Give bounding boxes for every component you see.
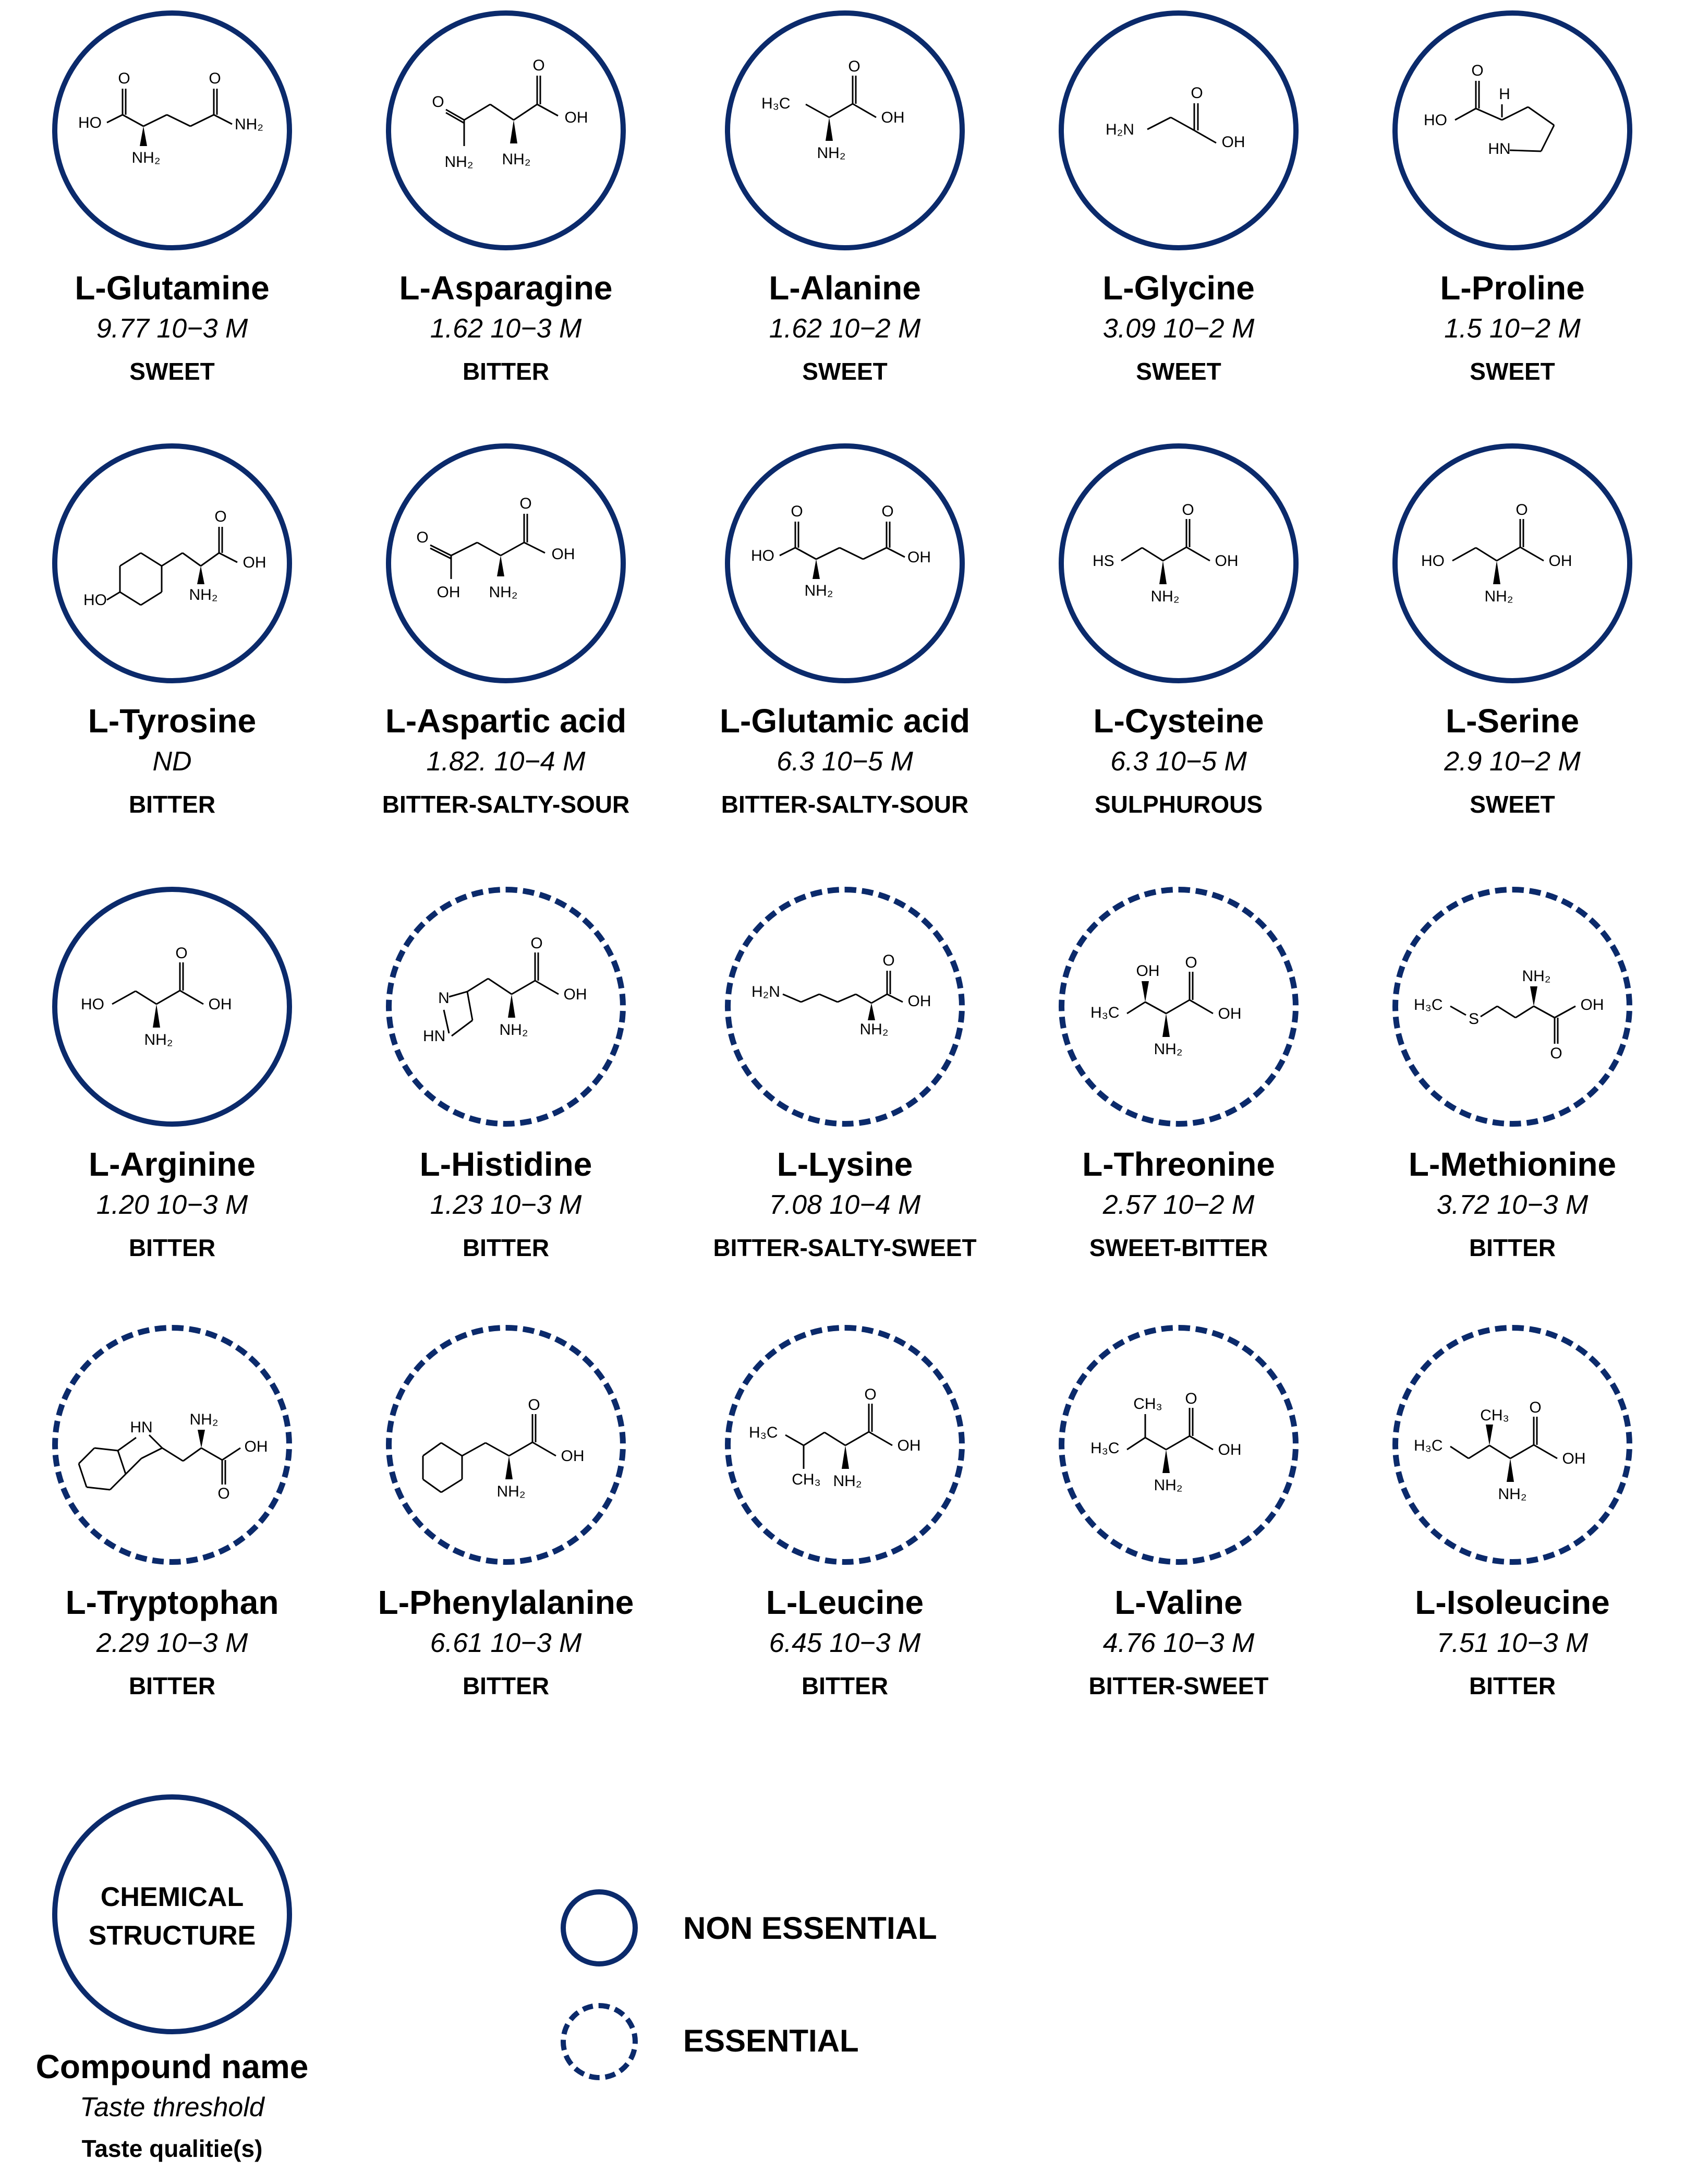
non-essential-structure-circle xyxy=(1059,443,1299,683)
chemical-structure xyxy=(1064,1331,1294,1560)
chemical-structure xyxy=(731,1331,960,1560)
compound-name: L-Glutamine xyxy=(75,269,270,307)
svg-text:S: S xyxy=(1468,1010,1480,1028)
svg-text:OH: OH xyxy=(1218,1441,1242,1458)
chemical-structure xyxy=(391,449,621,678)
taste-threshold: 3.72 10−3 M xyxy=(1436,1190,1589,1220)
taste-threshold: 1.23 10−3 M xyxy=(430,1190,582,1220)
svg-text:OH: OH xyxy=(1221,134,1245,151)
svg-text:NH₂: NH₂ xyxy=(489,584,518,601)
svg-text:OH: OH xyxy=(563,986,587,1003)
svg-text:H: H xyxy=(1499,86,1510,103)
chemical-structure xyxy=(731,892,960,1122)
essential-legend-swatch xyxy=(561,2003,638,2080)
compound-name: L-Arginine xyxy=(89,1145,256,1183)
essential-structure-circle xyxy=(386,1325,626,1565)
compound-name: L-Proline xyxy=(1440,269,1585,307)
compound-name: L-Threonine xyxy=(1082,1145,1275,1183)
svg-text:O: O xyxy=(1191,85,1203,102)
chemical-structure xyxy=(391,16,621,245)
compound-name: L-Leucine xyxy=(766,1584,924,1621)
svg-text:HO: HO xyxy=(83,592,107,609)
svg-text:NH₂: NH₂ xyxy=(496,1483,526,1500)
taste-quality: BITTER xyxy=(128,1672,216,1699)
taste-quality: SWEET-BITTER xyxy=(1089,1234,1268,1261)
chemical-structure xyxy=(58,1331,287,1560)
svg-text:OH: OH xyxy=(243,554,266,571)
taste-quality: BITTER-SALTY-SOUR xyxy=(382,791,630,818)
taste-threshold: 1.20 10−3 M xyxy=(96,1190,248,1220)
amino-acid-card xyxy=(1340,443,1684,861)
amino-acid-card xyxy=(0,1325,344,1742)
svg-text:OH: OH xyxy=(551,546,575,563)
non-essential-structure-circle xyxy=(52,887,292,1127)
essential-structure-circle xyxy=(1392,887,1632,1127)
example-structure-label xyxy=(57,1878,287,1955)
non-essential-structure-circle xyxy=(725,10,965,250)
essential-structure-circle xyxy=(1392,1325,1632,1565)
compound-name: L-Histidine xyxy=(419,1145,592,1183)
taste-threshold: 2.9 10−2 M xyxy=(1444,746,1581,777)
svg-text:HN: HN xyxy=(130,1419,153,1436)
svg-text:NH₂: NH₂ xyxy=(131,149,161,166)
svg-text:HO: HO xyxy=(78,114,102,131)
taste-quality: SWEET xyxy=(1470,791,1555,818)
svg-text:O: O xyxy=(416,529,429,546)
taste-quality: BITTER xyxy=(462,1234,550,1261)
amino-acid-card xyxy=(0,10,344,428)
svg-text:CH₃: CH₃ xyxy=(792,1471,821,1488)
svg-text:OH: OH xyxy=(1548,552,1572,570)
taste-quality: SWEET xyxy=(1470,358,1555,385)
example-structure-line2: STRUCTURE xyxy=(88,1921,256,1951)
svg-text:H₂N: H₂N xyxy=(751,983,780,1000)
svg-text:O: O xyxy=(217,1485,230,1502)
essential-structure-circle xyxy=(725,1325,965,1565)
amino-acid-card xyxy=(334,887,678,1304)
amino-acid-card xyxy=(1007,10,1351,428)
taste-quality: BITTER xyxy=(128,1234,216,1261)
compound-name: L-Glycine xyxy=(1102,269,1255,307)
svg-text:NH₂: NH₂ xyxy=(859,1021,889,1038)
svg-text:NH₂: NH₂ xyxy=(235,116,263,133)
chemical-structure xyxy=(1398,892,1628,1122)
svg-text:HO: HO xyxy=(1424,112,1447,129)
chemical-structure xyxy=(392,892,621,1122)
svg-text:H₃C: H₃C xyxy=(1414,996,1443,1013)
svg-text:HO: HO xyxy=(81,996,104,1013)
compound-name: L-Cysteine xyxy=(1093,702,1264,740)
svg-text:O: O xyxy=(1550,1045,1562,1062)
example-taste-quality: Taste qualitie(s) xyxy=(81,2135,263,2162)
taste-quality: SULPHUROUS xyxy=(1094,791,1263,818)
svg-text:O: O xyxy=(432,93,444,111)
non-essential-structure-circle xyxy=(725,443,965,683)
taste-quality: BITTER xyxy=(1469,1672,1556,1699)
svg-text:NH₂: NH₂ xyxy=(1150,588,1180,605)
taste-quality: BITTER-SWEET xyxy=(1088,1672,1269,1699)
compound-name: L-Lysine xyxy=(777,1145,913,1183)
amino-acid-card xyxy=(1007,1325,1351,1742)
svg-text:NH₂: NH₂ xyxy=(499,1021,528,1039)
svg-text:HO: HO xyxy=(751,547,774,564)
non-essential-structure-circle xyxy=(1392,443,1632,683)
svg-text:H₂N: H₂N xyxy=(1106,121,1134,138)
compound-name: L-Isoleucine xyxy=(1415,1584,1610,1621)
svg-text:OH: OH xyxy=(561,1447,585,1465)
taste-quality: BITTER xyxy=(128,791,216,818)
svg-text:O: O xyxy=(214,508,227,525)
example-compound-name: Compound name xyxy=(35,2048,309,2085)
taste-threshold: 7.51 10−3 M xyxy=(1436,1628,1589,1658)
svg-text:NH₂: NH₂ xyxy=(1154,1041,1183,1058)
essential-structure-circle xyxy=(1059,887,1299,1127)
svg-text:OH: OH xyxy=(244,1438,268,1455)
chemical-structure xyxy=(1398,1331,1628,1560)
svg-text:O: O xyxy=(1185,954,1197,971)
amino-acid-card xyxy=(1340,1325,1684,1742)
taste-threshold: ND xyxy=(152,746,192,777)
essential-structure-circle xyxy=(52,1325,292,1565)
chemical-structure xyxy=(1398,449,1627,678)
svg-text:O: O xyxy=(791,503,803,520)
compound-name: L-Serine xyxy=(1445,702,1580,740)
compound-name: L-Methionine xyxy=(1408,1145,1617,1183)
non-essential-structure-circle xyxy=(386,10,626,250)
amino-acid-card xyxy=(673,10,1017,428)
chemical-structure xyxy=(57,892,287,1121)
svg-text:O: O xyxy=(881,503,894,520)
chemical-structure xyxy=(57,449,287,678)
svg-text:OH: OH xyxy=(437,584,460,601)
compound-name: L-Asparagine xyxy=(399,269,613,307)
svg-text:O: O xyxy=(532,57,545,74)
amino-acid-card xyxy=(0,887,344,1304)
svg-text:O: O xyxy=(1471,62,1484,79)
example-taste-threshold: Taste threshold xyxy=(80,2092,264,2122)
svg-text:OH: OH xyxy=(1562,1450,1586,1467)
amino-acid-card xyxy=(0,443,344,861)
chemical-structure xyxy=(730,16,960,245)
chemical-structure xyxy=(392,1331,621,1560)
svg-text:O: O xyxy=(209,70,221,87)
svg-text:NH₂: NH₂ xyxy=(817,144,846,162)
non-essential-structure-circle xyxy=(1392,10,1632,250)
chemical-structure xyxy=(1064,16,1293,245)
taste-threshold: 2.57 10−2 M xyxy=(1102,1190,1255,1220)
amino-acid-card xyxy=(1007,887,1351,1304)
example-structure-line1: CHEMICAL xyxy=(100,1882,244,1912)
taste-threshold: 1.5 10−2 M xyxy=(1444,313,1581,344)
svg-text:HS: HS xyxy=(1093,552,1114,570)
compound-name: L-Phenylalanine xyxy=(378,1584,634,1621)
svg-text:O: O xyxy=(1529,1399,1542,1416)
svg-text:O: O xyxy=(175,945,188,962)
taste-quality: SWEET xyxy=(1136,358,1221,385)
compound-name: L-Tryptophan xyxy=(65,1584,279,1621)
chemical-structure xyxy=(57,16,287,245)
svg-text:O: O xyxy=(528,1396,540,1414)
svg-text:O: O xyxy=(882,952,895,969)
chemical-structure xyxy=(1064,892,1294,1122)
non-essential-legend-label: NON ESSENTIAL xyxy=(683,1911,937,1946)
svg-text:O: O xyxy=(864,1386,877,1403)
svg-text:HN: HN xyxy=(423,1028,446,1045)
svg-text:NH₂: NH₂ xyxy=(444,153,474,171)
amino-acid-card xyxy=(1340,887,1684,1304)
non-essential-structure-circle xyxy=(1059,10,1299,250)
non-essential-legend-swatch xyxy=(561,1889,638,1966)
svg-text:NH₂: NH₂ xyxy=(1154,1477,1183,1494)
taste-threshold: 1.82. 10−4 M xyxy=(426,746,586,777)
taste-threshold: 6.3 10−5 M xyxy=(1110,746,1247,777)
amino-acid-card xyxy=(334,443,678,861)
svg-text:CH₃: CH₃ xyxy=(1133,1395,1162,1413)
svg-text:H₃C: H₃C xyxy=(1090,1004,1120,1021)
svg-text:NH₂: NH₂ xyxy=(833,1473,862,1490)
svg-text:OH: OH xyxy=(881,109,905,126)
taste-threshold: 6.61 10−3 M xyxy=(430,1628,582,1658)
svg-text:O: O xyxy=(1185,1390,1197,1407)
svg-text:NH₂: NH₂ xyxy=(804,582,833,599)
svg-text:HO: HO xyxy=(1421,552,1445,570)
example-structure-circle xyxy=(52,1794,292,2034)
legend xyxy=(0,1773,1685,2184)
taste-quality: SWEET xyxy=(129,358,215,385)
taste-threshold: 3.09 10−2 M xyxy=(1102,313,1255,344)
non-essential-structure-circle xyxy=(52,443,292,683)
svg-text:OH: OH xyxy=(907,549,931,566)
taste-threshold: 7.08 10−4 M xyxy=(769,1190,921,1220)
taste-threshold: 2.29 10−3 M xyxy=(96,1628,248,1658)
svg-text:O: O xyxy=(530,935,543,952)
svg-text:H₃C: H₃C xyxy=(749,1424,778,1441)
svg-text:HN: HN xyxy=(1488,140,1511,158)
svg-text:NH₂: NH₂ xyxy=(189,586,218,604)
compound-name: L-Tyrosine xyxy=(88,702,257,740)
taste-threshold: 4.76 10−3 M xyxy=(1102,1628,1255,1658)
svg-text:O: O xyxy=(1516,501,1528,518)
essential-legend-label: ESSENTIAL xyxy=(683,2023,859,2058)
essential-structure-circle xyxy=(725,887,965,1127)
chemical-structure xyxy=(1064,449,1293,678)
svg-text:NH₂: NH₂ xyxy=(1522,968,1551,985)
non-essential-structure-circle xyxy=(386,443,626,683)
amino-acid-card xyxy=(673,887,1017,1304)
svg-text:OH: OH xyxy=(1136,962,1160,980)
svg-text:NH₂: NH₂ xyxy=(189,1411,219,1428)
non-essential-structure-circle xyxy=(52,10,292,250)
taste-quality: BITTER-SALTY-SWEET xyxy=(713,1234,977,1261)
amino-acid-card xyxy=(1340,10,1684,428)
svg-text:O: O xyxy=(519,495,532,512)
svg-text:OH: OH xyxy=(1215,552,1239,570)
taste-quality: BITTER xyxy=(801,1672,889,1699)
taste-quality: BITTER xyxy=(462,358,550,385)
svg-text:OH: OH xyxy=(907,993,931,1010)
svg-text:O: O xyxy=(848,58,860,75)
chemical-structure xyxy=(1398,16,1627,245)
svg-text:OH: OH xyxy=(897,1437,921,1454)
taste-threshold: 9.77 10−3 M xyxy=(96,313,248,344)
svg-text:OH: OH xyxy=(1218,1005,1242,1022)
svg-text:H₃C: H₃C xyxy=(1090,1440,1120,1457)
amino-acid-card xyxy=(1007,443,1351,861)
compound-name: L-Alanine xyxy=(769,269,921,307)
svg-text:N: N xyxy=(438,990,450,1007)
compound-name: L-Aspartic acid xyxy=(385,702,627,740)
taste-quality: BITTER xyxy=(1469,1234,1556,1261)
taste-threshold: 6.45 10−3 M xyxy=(769,1628,921,1658)
essential-structure-circle xyxy=(1059,1325,1299,1565)
taste-quality: BITTER-SALTY-SOUR xyxy=(721,791,969,818)
compound-name: L-Glutamic acid xyxy=(719,702,971,740)
taste-quality: SWEET xyxy=(802,358,888,385)
svg-text:NH₂: NH₂ xyxy=(1484,588,1513,605)
svg-text:CH₃: CH₃ xyxy=(1480,1407,1509,1424)
svg-text:H₃C: H₃C xyxy=(761,95,791,112)
amino-acid-card xyxy=(673,443,1017,861)
svg-text:NH₂: NH₂ xyxy=(1498,1486,1527,1503)
taste-threshold: 6.3 10−5 M xyxy=(777,746,913,777)
svg-text:OH: OH xyxy=(208,996,232,1013)
svg-text:O: O xyxy=(118,70,130,87)
amino-acid-card xyxy=(334,10,678,428)
svg-text:NH₂: NH₂ xyxy=(144,1031,173,1048)
svg-text:OH: OH xyxy=(1580,996,1604,1013)
compound-name: L-Valine xyxy=(1114,1584,1243,1621)
amino-acid-card xyxy=(673,1325,1017,1742)
svg-text:OH: OH xyxy=(564,109,588,126)
chemical-structure xyxy=(730,449,960,678)
taste-quality: BITTER xyxy=(462,1672,550,1699)
essential-structure-circle xyxy=(386,887,626,1127)
svg-text:O: O xyxy=(1182,501,1194,518)
taste-threshold: 1.62 10−3 M xyxy=(430,313,582,344)
amino-acid-card xyxy=(334,1325,678,1742)
taste-threshold: 1.62 10−2 M xyxy=(769,313,921,344)
svg-text:H₃C: H₃C xyxy=(1414,1437,1443,1454)
svg-text:NH₂: NH₂ xyxy=(502,151,531,168)
